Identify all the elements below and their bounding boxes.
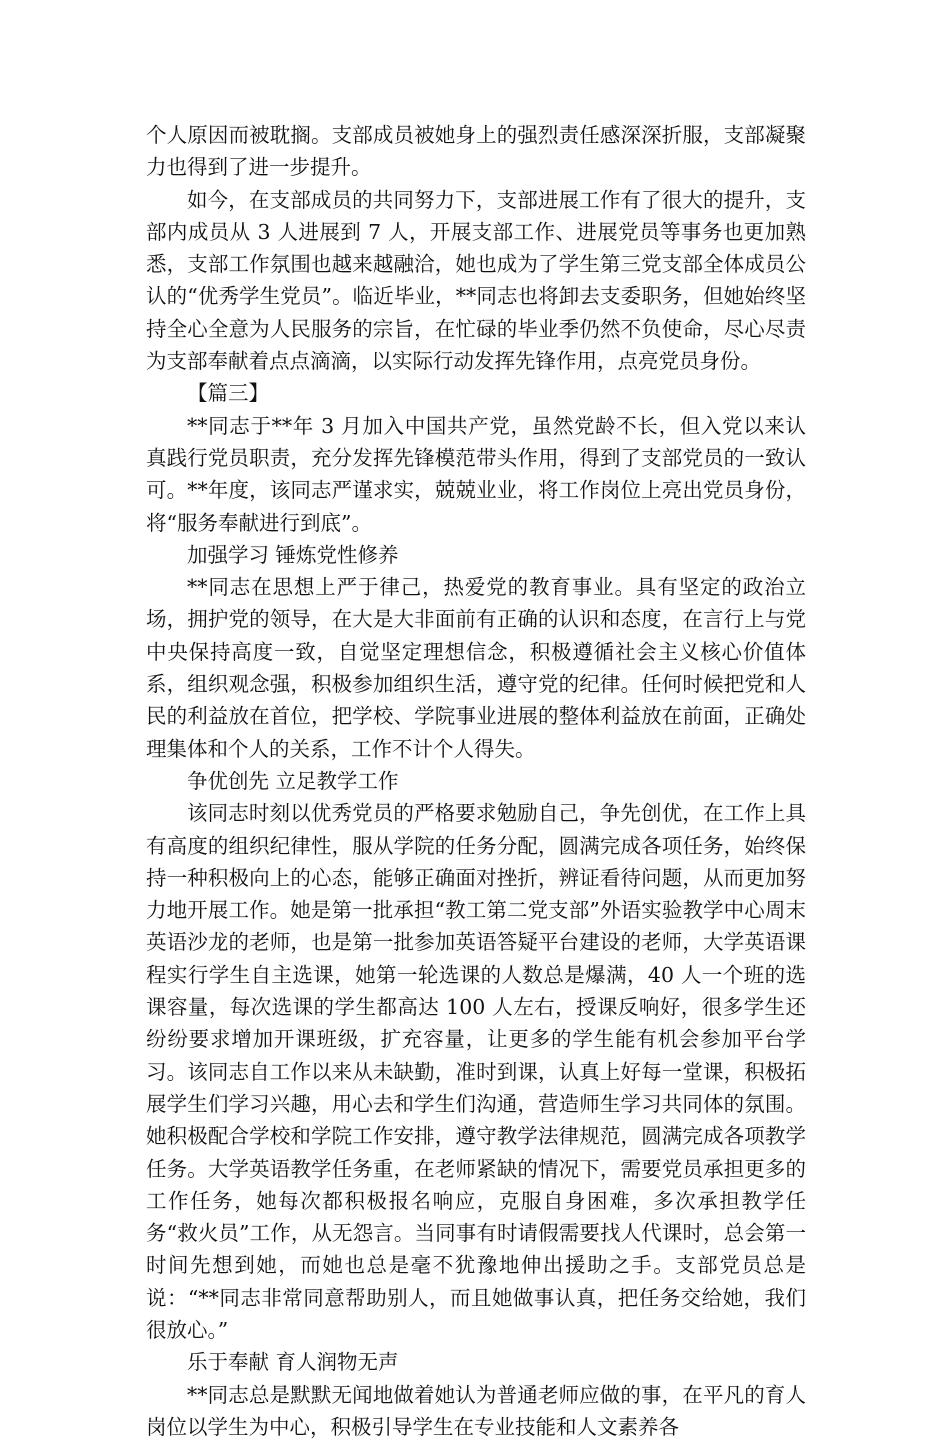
section-label: 【篇三】 [187, 381, 269, 406]
paragraph-study: **同志在思想上严于律己，热爱党的教育事业。具有坚定的政治立场，拥护党的领导，在大是大非面前有正确的认识和态度，在言行上与党中央保持高度一致，自觉坚定理想信念，积极遵循社会主义核心价值体系，组织观念强，积极参加组织生活，遵守党的纪律。任何时候把党和人民的利益放在首位，把学校、学院事业进展的整体利益放在前面，正确处理集体和个人的关系，工作不计个人得失。 [146, 575, 806, 761]
paragraph-dedication: **同志总是默默无闻地做着她认为普通老师应做的事，在平凡的育人岗位以学生为中心，积极引导学生在专业技能和人文素养各 [146, 1382, 806, 1439]
paragraph-teaching: 该同志时刻以优秀党员的严格要求勉励自己，争先创优，在工作上具有高度的组织纪律性，服从学院的任务分配，圆满完成各项任务，始终保持一种积极向上的心态，能够正确面对挫折，辨证看待问题，从而更加努力地开展工作。她是第一批承担“教工第二党支部”外语实验教学中心周末英语沙龙的老师，也是第一批参加英语答疑平台建设的老师，大学英语课程实行学生自主选课，她第一轮选课的人数总是爆满，40 人一个班的选课容量，每次选课的学生都高达 100 人左右，授课反响好，很多学生还纷纷要求增加开课班级，扩充容量，让更多的学生能有机会参加平台学习。该同志自工作以来从未缺勤，准时到课，认真上好每一堂课，积极拓展学生们学习兴趣，用心去和学生们沟通，营造师生学习共同体的氛围。她积极配合学校和学院工作安排，遵守教学法律规范，圆满完成各项教学任务。大学英语教学任务重，在老师紧缺的情况下，需要党员承担更多的工作任务，她每次都积极报名响应，克服自身困难，多次承担教学任务“救火员”工作，从无怨言。当同事有时请假需要找人代课时，总会第一时间先想到她，而她也总是毫不犹豫地伸出援助之手。支部党员总是说：“**同志非常同意帮助别人，而且她做事认真，把任务交给她，我们很放心。” [146, 801, 806, 1342]
paragraph-branch-progress: 如今，在支部成员的共同努力下，支部进展工作有了很大的提升，支部内成员从 3 人进展到 7 人，开展支部工作、进展党员等事务也更加熟悉，支部工作氛围也越来越融洽，她也成为了学生第三党支部全体成员公认的“优秀学生党员”。临近毕业，**同志也将卸去支委职务，但她始终坚持全心全意为人民服务的宗旨，在忙碌的毕业季仍然不负使命，尽心尽责为支部奉献着点点滴滴，以实际行动发挥先锋作用，点亮党员身份。 [146, 187, 806, 374]
subheading-study: 加强学习 锤炼党性修养 [187, 542, 399, 567]
paragraph-continuation: 个人原因而被耽搁。支部成员被她身上的强烈责任感深深折服，支部凝聚力也得到了进一步提升。 [146, 123, 806, 180]
subheading-dedication: 乐于奉献 育人润物无声 [187, 1350, 399, 1375]
paragraph-intro: **同志于**年 3 月加入中国共产党，虽然党龄不长，但入党以来认真践行党员职责，充分发挥先锋模范带头作用，得到了支部党员的一致认可。**年度，该同志严谨求实，兢兢业业，将工作岗位上亮出党员身份，将“服务奉献进行到底”。 [146, 413, 806, 535]
document-body [146, 119, 806, 1443]
subheading-teaching: 争优创先 立足教学工作 [187, 768, 399, 793]
